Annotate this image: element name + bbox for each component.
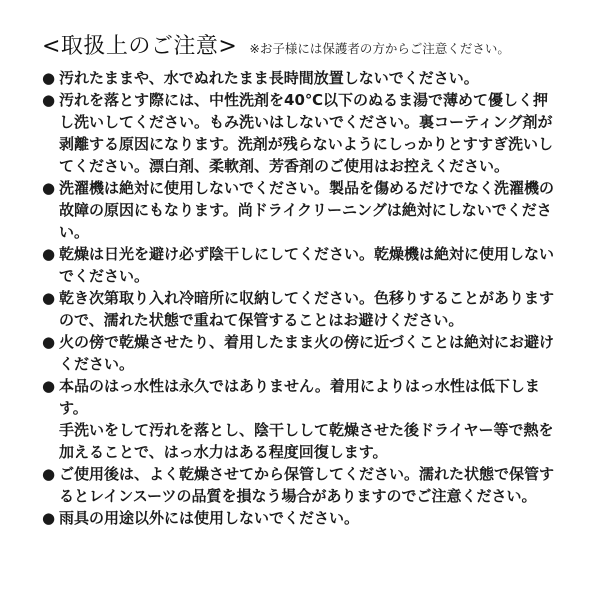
bullet-icon: ● xyxy=(42,179,56,197)
precaution-text: 乾燥は日光を避け必ず陰干しにしてください。乾燥機は絶対に使用しないでください。 xyxy=(59,245,555,285)
precaution-text: 汚れを落とす際には、中性洗剤を40℃以下のぬるま湯で薄めて優しく押し洗いしてください。もみ洗いはしないでください。裏コーティング剤が剥離する原因になります。洗剤が残らないようにしっかりとすすぎ洗いしてください。漂白剤、柔軟剤、芳香剤のご使用はお控えください。 xyxy=(59,91,553,175)
precaution-text: 本品のはっ水性は永久ではありません。着用によりはっ水性は低下します。 xyxy=(59,377,540,417)
precaution-text: ご使用後は、よく乾燥させてから保管してください。濡れた状態で保管するとレインスーツの品質を損なう場合がありますのでご注意ください。 xyxy=(59,465,555,505)
bullet-icon: ● xyxy=(42,245,56,263)
precaution-item xyxy=(42,177,558,243)
precaution-text: 乾き次第取り入れ冷暗所に収納してください。色移りすることがありますので、濡れた状態で重ねて保管することはお避けください。 xyxy=(59,289,555,329)
precaution-item xyxy=(42,463,558,507)
precaution-item xyxy=(42,507,558,529)
bullet-icon: ● xyxy=(42,333,56,351)
guardian-note: ※お子様には保護者の方からご注意ください。 xyxy=(249,41,510,56)
precaution-text: 火の傍で乾燥させたり、着用したまま火の傍に近づくことは絶対にお避けください。 xyxy=(59,333,555,373)
precaution-text: 手洗いをして汚れを落とし、陰干しして乾燥させた後ドライヤー等で熱を加えることで、はっ水力はある程度回復します。 xyxy=(59,421,554,461)
bullet-icon: ● xyxy=(42,289,56,307)
precaution-item xyxy=(42,375,558,463)
precaution-item xyxy=(42,243,558,287)
bullet-icon: ● xyxy=(42,509,56,527)
precaution-item xyxy=(42,67,558,89)
precaution-list xyxy=(42,67,558,529)
page-title: <取扱上のご注意> xyxy=(42,34,238,59)
precaution-text: 雨具の用途以外には使用しないでください。 xyxy=(59,509,360,527)
bullet-icon: ● xyxy=(42,91,56,109)
bullet-icon: ● xyxy=(42,69,56,87)
precaution-item xyxy=(42,287,558,331)
bullet-icon: ● xyxy=(42,377,56,395)
precaution-text: 汚れたままや、水でぬれたまま長時間放置しないでください。 xyxy=(59,69,479,87)
bullet-icon: ● xyxy=(42,465,56,483)
precaution-item xyxy=(42,331,558,375)
header xyxy=(42,28,582,62)
precaution-item xyxy=(42,89,558,177)
precaution-text: 洗濯機は絶対に使用しないでください。製品を傷めるだけでなく洗濯機の故障の原因にもなります。尚ドライクリーニングは絶対にしないでください。 xyxy=(59,179,555,241)
